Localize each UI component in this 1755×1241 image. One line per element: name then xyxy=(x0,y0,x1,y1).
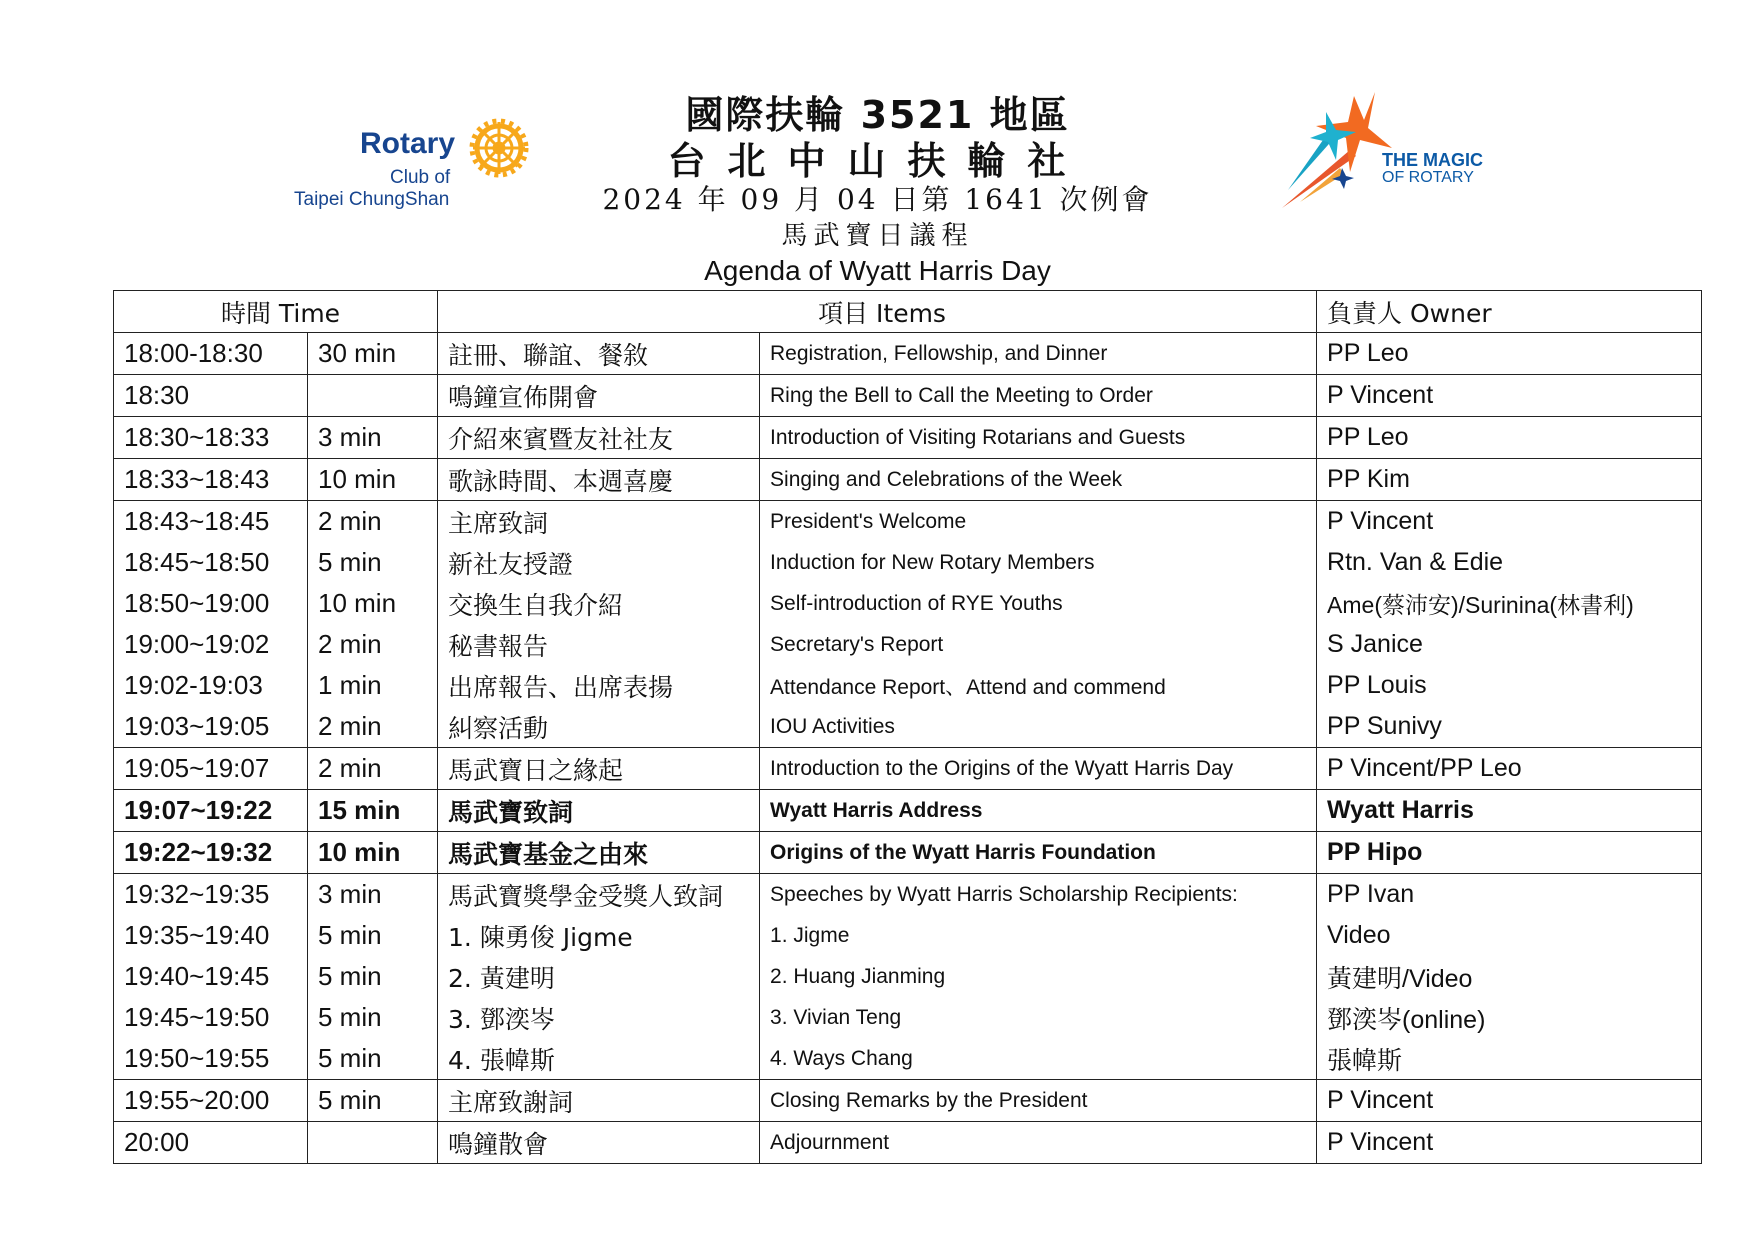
rotary-club-logo xyxy=(290,115,530,215)
table-row xyxy=(114,501,1702,543)
time-cell: 19:50~19:55 xyxy=(114,1038,308,1080)
table-row xyxy=(114,956,1702,997)
table-row xyxy=(114,333,1702,375)
table-row xyxy=(114,1080,1702,1122)
item-en-cell: Self-introduction of RYE Youths xyxy=(760,583,1317,624)
item-en-cell: 3. Vivian Teng xyxy=(760,997,1317,1038)
duration-cell: 5 min xyxy=(308,1080,438,1122)
duration-cell: 5 min xyxy=(308,542,438,583)
time-cell: 19:40~19:45 xyxy=(114,956,308,997)
owner-cell: PP Hipo xyxy=(1317,832,1702,874)
club-title: 台北中山扶輪社 xyxy=(667,139,1088,183)
owner-cell: P Vincent xyxy=(1317,501,1702,543)
item-zh-cell: 註冊、聯誼、餐敘 xyxy=(438,333,760,375)
time-cell: 18:00-18:30 xyxy=(114,333,308,375)
rotary-logo-club: Club of xyxy=(390,167,451,188)
table-row xyxy=(114,417,1702,459)
item-zh-cell: 3. 鄧湙岑 xyxy=(438,997,760,1038)
duration-cell: 2 min xyxy=(308,624,438,665)
item-en-cell: Secretary's Report xyxy=(760,624,1317,665)
time-cell: 18:50~19:00 xyxy=(114,583,308,624)
time-cell: 19:22~19:32 xyxy=(114,832,308,874)
table-row xyxy=(114,874,1702,916)
time-cell: 19:07~19:22 xyxy=(114,790,308,832)
item-zh-cell: 1. 陳勇俊 Jigme xyxy=(438,915,760,956)
time-cell: 18:30~18:33 xyxy=(114,417,308,459)
item-en-cell: Introduction to the Origins of the Wyatt Harris Day xyxy=(760,748,1317,790)
time-cell: 19:32~19:35 xyxy=(114,874,308,916)
owner-cell: P Vincent xyxy=(1317,1080,1702,1122)
duration-cell: 2 min xyxy=(308,748,438,790)
owner-cell: PP Kim xyxy=(1317,459,1702,501)
item-en-cell: Wyatt Harris Address xyxy=(760,790,1317,832)
item-zh-cell: 鳴鐘宣佈開會 xyxy=(438,375,760,417)
header-owner: 負責人 Owner xyxy=(1317,291,1702,333)
duration-cell: 5 min xyxy=(308,997,438,1038)
item-zh-cell: 秘書報告 xyxy=(438,624,760,665)
duration-cell: 5 min xyxy=(308,1038,438,1080)
item-zh-cell: 糾察活動 xyxy=(438,706,760,748)
table-row xyxy=(114,790,1702,832)
table-row xyxy=(114,748,1702,790)
time-cell: 19:35~19:40 xyxy=(114,915,308,956)
magic-logo-line1: THE MAGIC xyxy=(1382,150,1483,170)
item-zh-cell: 主席致詞 xyxy=(438,501,760,543)
item-zh-cell: 馬武寶致詞 xyxy=(438,790,760,832)
magic-logo-line2: OF ROTARY xyxy=(1382,169,1474,186)
duration-cell: 10 min xyxy=(308,583,438,624)
duration-cell: 10 min xyxy=(308,832,438,874)
item-en-cell: Origins of the Wyatt Harris Foundation xyxy=(760,832,1317,874)
item-zh-cell: 馬武寶獎學金受獎人致詞 xyxy=(438,874,760,916)
item-en-cell: Ring the Bell to Call the Meeting to Order xyxy=(760,375,1317,417)
owner-cell: Ame(蔡沛安)/Surinina(林書利) xyxy=(1317,583,1702,624)
owner-cell: PP Ivan xyxy=(1317,874,1702,916)
table-row xyxy=(114,1038,1702,1080)
table-row xyxy=(114,706,1702,748)
table-row xyxy=(114,459,1702,501)
item-zh-cell: 馬武寶基金之由來 xyxy=(438,832,760,874)
magic-of-rotary-logo xyxy=(1280,90,1500,215)
time-cell: 18:30 xyxy=(114,375,308,417)
table-row xyxy=(114,375,1702,417)
item-zh-cell: 4. 張幃斯 xyxy=(438,1038,760,1080)
item-en-cell: Singing and Celebrations of the Week xyxy=(760,459,1317,501)
table-row xyxy=(114,997,1702,1038)
header-time: 時間 Time xyxy=(114,291,438,333)
item-zh-cell: 交換生自我介紹 xyxy=(438,583,760,624)
item-en-cell: President's Welcome xyxy=(760,501,1317,543)
owner-cell: P Vincent/PP Leo xyxy=(1317,748,1702,790)
item-en-cell: Induction for New Rotary Members xyxy=(760,542,1317,583)
owner-cell: Video xyxy=(1317,915,1702,956)
table-row xyxy=(114,1122,1702,1164)
duration-cell xyxy=(308,1122,438,1164)
item-zh-cell: 歌詠時間、本週喜慶 xyxy=(438,459,760,501)
time-cell: 20:00 xyxy=(114,1122,308,1164)
time-cell: 19:00~19:02 xyxy=(114,624,308,665)
time-cell: 19:02-19:03 xyxy=(114,665,308,706)
owner-cell: 鄧湙岑(online) xyxy=(1317,997,1702,1038)
agenda-table xyxy=(113,290,1702,1164)
time-cell: 19:55~20:00 xyxy=(114,1080,308,1122)
item-en-cell: Speeches by Wyatt Harris Scholarship Recipients: xyxy=(760,874,1317,916)
duration-cell: 1 min xyxy=(308,665,438,706)
owner-cell: Rtn. Van & Edie xyxy=(1317,542,1702,583)
owner-cell: PP Leo xyxy=(1317,333,1702,375)
duration-cell: 10 min xyxy=(308,459,438,501)
owner-cell: 黃建明/Video xyxy=(1317,956,1702,997)
agenda-title-en: Agenda of Wyatt Harris Day xyxy=(704,255,1051,286)
time-cell: 18:43~18:45 xyxy=(114,501,308,543)
rotary-wheel-icon xyxy=(468,117,530,179)
item-zh-cell: 2. 黃建明 xyxy=(438,956,760,997)
duration-cell xyxy=(308,375,438,417)
table-header-row xyxy=(114,291,1702,333)
item-zh-cell: 主席致謝詞 xyxy=(438,1080,760,1122)
time-cell: 18:45~18:50 xyxy=(114,542,308,583)
duration-cell: 15 min xyxy=(308,790,438,832)
rotary-logo-word: Rotary xyxy=(360,127,456,160)
item-zh-cell: 馬武寶日之緣起 xyxy=(438,748,760,790)
header-items: 項目 Items xyxy=(438,291,1317,333)
time-cell: 19:45~19:50 xyxy=(114,997,308,1038)
duration-cell: 2 min xyxy=(308,501,438,543)
owner-cell: S Janice xyxy=(1317,624,1702,665)
table-row xyxy=(114,542,1702,583)
time-cell: 19:05~19:07 xyxy=(114,748,308,790)
time-cell: 19:03~19:05 xyxy=(114,706,308,748)
duration-cell: 3 min xyxy=(308,417,438,459)
table-row xyxy=(114,915,1702,956)
item-en-cell: Closing Remarks by the President xyxy=(760,1080,1317,1122)
owner-cell: P Vincent xyxy=(1317,375,1702,417)
time-cell: 18:33~18:43 xyxy=(114,459,308,501)
duration-cell: 3 min xyxy=(308,874,438,916)
item-zh-cell: 新社友授證 xyxy=(438,542,760,583)
owner-cell: Wyatt Harris xyxy=(1317,790,1702,832)
rotary-logo-city: Taipei ChungShan xyxy=(294,189,450,210)
item-zh-cell: 介紹來賓暨友社社友 xyxy=(438,417,760,459)
item-en-cell: 2. Huang Jianming xyxy=(760,956,1317,997)
owner-cell: P Vincent xyxy=(1317,1122,1702,1164)
table-row xyxy=(114,583,1702,624)
owner-cell: PP Sunivy xyxy=(1317,706,1702,748)
item-en-cell: 4. Ways Chang xyxy=(760,1038,1317,1080)
item-en-cell: Adjournment xyxy=(760,1122,1317,1164)
table-row xyxy=(114,832,1702,874)
duration-cell: 30 min xyxy=(308,333,438,375)
owner-cell: PP Leo xyxy=(1317,417,1702,459)
duration-cell: 5 min xyxy=(308,915,438,956)
agenda-title-zh: 馬武寶日議程 xyxy=(781,221,974,251)
table-row xyxy=(114,624,1702,665)
item-en-cell: IOU Activities xyxy=(760,706,1317,748)
owner-cell: PP Louis xyxy=(1317,665,1702,706)
item-zh-cell: 出席報告、出席表揚 xyxy=(438,665,760,706)
item-en-cell: 1. Jigme xyxy=(760,915,1317,956)
table-row xyxy=(114,665,1702,706)
meeting-date: 2024 年 09 月 04 日第 1641 次例會 xyxy=(602,183,1153,216)
item-en-cell: Introduction of Visiting Rotarians and Guests xyxy=(760,417,1317,459)
duration-cell: 2 min xyxy=(308,706,438,748)
item-zh-cell: 鳴鐘散會 xyxy=(438,1122,760,1164)
item-en-cell: Registration, Fellowship, and Dinner xyxy=(760,333,1317,375)
item-en-cell: Attendance Report、Attend and commend xyxy=(760,665,1317,706)
duration-cell: 5 min xyxy=(308,956,438,997)
district-title: 國際扶輪 3521 地區 xyxy=(685,93,1070,137)
owner-cell: 張幃斯 xyxy=(1317,1038,1702,1080)
